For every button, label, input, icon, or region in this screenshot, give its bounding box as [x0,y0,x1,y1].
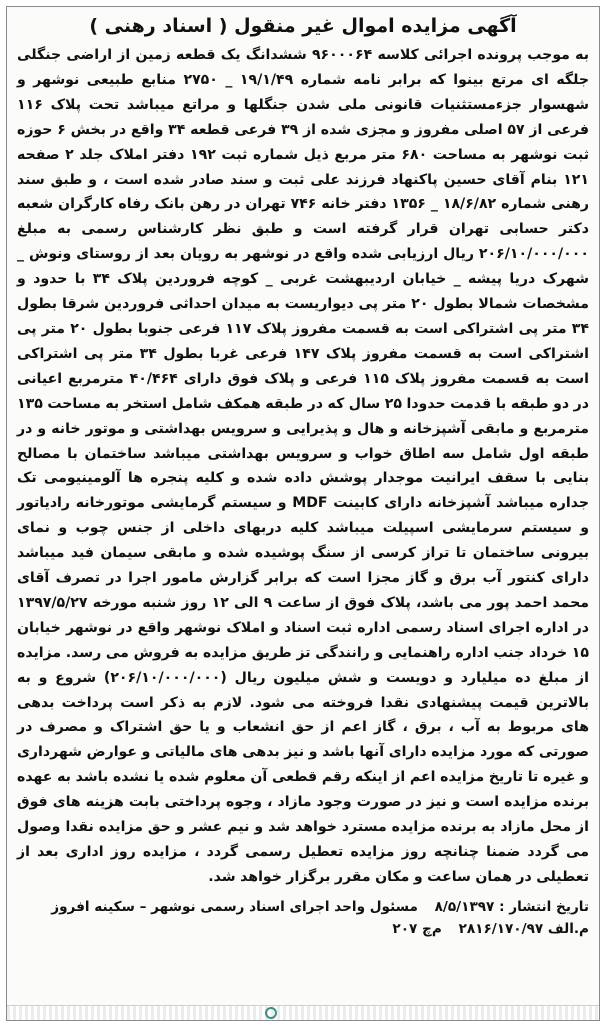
print-code: م‌چ ۲۰۷ [392,920,442,937]
circle-mark-icon [265,1007,277,1019]
footer-line-1 [17,896,589,918]
bottom-border-strip [7,1005,599,1020]
notice-body: به موجب پرونده اجرائی کلاسه ۹۶۰۰۰۶۴ ششدانگ یک قطعه زمین از اراضی جنگلی جلگه ای مرتع بینوا که برابر نامه شماره ۱۹/۱/۴۹ _ ۲۷۵۰ منابع طبیعی نوشهر و شهسوار جزءمستثنیات قانونی ملی شدن جنگلها و مراتع میباشد تحت پلاک ۱۱۶ فرعی از ۵۷ اصلی مفروز و مجزی شده از ۳۹ فرعی قطعه ۳۴ واقع در بخش ۶ حوزه ثبت نوشهر به مساحت ۶۸۰ متر مربع ذیل شماره ثبت ۱۹۲ دفتر املاک جلد ۲ صفحه ۱۲۱ بنام آقای حسین پاکنهاد فرزند علی ثبت و سند صادر شده است ، و طبق سند رهنی شماره ۱۸/۶/۸۲ _ ۱۳۵۶ دفتر خانه ۷۴۶ تهران در رهن بانک رفاه کارگران شعبه دکتر حسابی تهران قرار گرفته است و طبق نظر کارشناس رسمی به مبلغ ۲۰۶/۱۰/۰۰۰/۰۰۰ ریال ارزیابی شده واقع در نوشهر به رویان بعد از روستای ونوش _ شهرک دریا پیشه _ خیابان اردیبهشت غربی _ کوچه فروردین پلاک ۳۴ با حدود و مشخصات شمالا بطول ۲۰ متر پی دیواریست به میدان احداثی فروردین شرقا بطول ۳۴ متر پی اشتراکی است به قسمت مفروز پلاک ۱۱۷ فرعی جنوبا بطول ۲۰ متر پی اشتراکی است به قسمت مفروز پلاک ۱۴۷ فرعی غربا بطول ۳۴ متر پی اشتراکی است به قسمت مفروز پلاک ۱۱۵ فرعی و پلاک فوق دارای ۴۰/۴۶۴ مترمربع اعیانی در دو طبقه با قدمت حدودا ۲۵ سال که در طبقه همکف شامل استخر به مساحت ۱۳۵ مترمربع و مابقی آشپزخانه و هال و پذیرایی و سرویس بهداشتی و موتور خانه و در طبقه اول شامل سه اطاق خواب و سرویس بهداشتی میباشد ساختمان با مصالح بنایی با سقف ایرانیت موجدار پوشش داده شده و کلیه پنجره ها آلومینیومی تک جداره میباشد آشپزخانه دارای کابینت MDF و سیستم گرمایشی موتورخانه رادیاتور و سیستم سرمایشی اسپیلت میباشد کلیه دربهای داخلی از جنس چوب و نمای بیرونی ساختمان تا تراز کرسی از سنگ پوشیده شده و مابقی سیمان فید میباشد دارای کنتور آب برق و گاز مجزا است که برابر گزارش مامور اجرا در تصرف آقای محمد احمد پور می باشد، پلاک فوق از ساعت ۹ الی ۱۲ روز شنبه مورخه ۱۳۹۷/۵/۲۷ در اداره اجرای اسناد رسمی اداره ثبت اسناد و املاک نوشهر واقع در نوشهر خیابان ۱۵ خرداد جنب اداره راهنمایی و رانندگی تز طریق مزایده به فروش می رسد. مزایده از مبلغ ده میلیارد و دویست و شش میلیون ریال (۲۰۶/۱۰/۰۰۰/۰۰۰) شروع و به بالاترین قیمت پیشنهادی نقدا فروخته می شود. لازم به ذکر است پرداخت بدهی های مربوط به آب ، برق ، گاز اعم از حق انشعاب و یا حق اشتراک و مصرف در صورتی که مورد مزایده دارای آنها باشد و نیز بدهی های مالیاتی و عوارض شهرداری و غیره تا تاریخ مزایده اعم از اینکه رقم قطعی آن معلوم شده یا نشده باشد به عهده برنده مزایده است و نیز در صورت وجود مازاد ، وجوه پرداختی بابت هزینه های فوق از محل مازاد به برنده مزایده مسترد خواهد شد و نیم عشر و حق مزایده نقدا وصول می گردد ضمنا چنانچه روز مزایده تعطیل رسمی گردد ، مزایده روز اداری بعد از تعطیلی در همان ساعت و مکان مقرر برگزار خواهد شد. [17,47,590,885]
publish-date: تاریخ انتشار : ۸/۵/۱۳۹۷ [434,898,589,915]
signatory: مسئول واحد اجرای اسناد رسمی نوشهر – سکینه افروز [51,898,418,915]
notice-title: آگهی مزایده اموال غیر منقول ( اسناد رهنی ) [89,15,517,37]
auction-notice [6,6,600,1021]
reference-number: م.الف ۲۸۱۶/۱۷۰/۹۷ [458,920,589,937]
notice-footer [17,896,589,940]
footer-line-2 [17,918,589,940]
